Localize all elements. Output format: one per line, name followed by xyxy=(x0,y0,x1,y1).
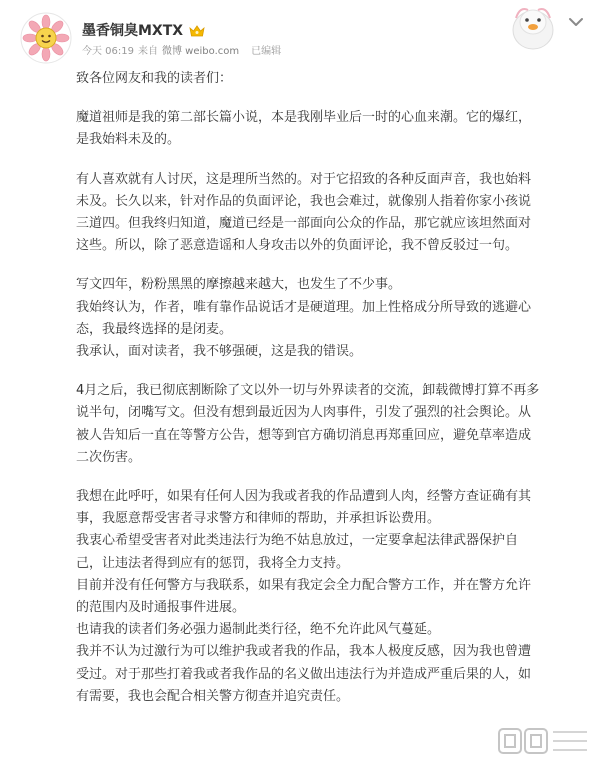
text-line: 写文四年，粉粉黑黑的摩擦越来越大，也发生了不少事。 xyxy=(76,277,402,293)
paragraph-gap xyxy=(76,257,586,274)
text-line: 二次伤害。 xyxy=(76,449,142,465)
paragraph xyxy=(76,68,586,90)
paragraph-gap xyxy=(76,90,586,107)
post-body xyxy=(76,68,586,708)
text-line: 有需要，我也会配合相关警方彻查并追究责任。 xyxy=(76,688,350,704)
text-line: 是我始料未及的。 xyxy=(76,132,181,148)
username-row xyxy=(82,20,205,40)
text-line: 我并不认为过激行为可以维护我或者我的作品，我本人极度反感，因为我也曾遭 xyxy=(76,644,532,660)
avatar[interactable] xyxy=(20,12,72,64)
text-line: 被人告知后一直在等警方公告，想等到官方确切消息再郑重回应，避免草率造成 xyxy=(76,427,532,443)
vip-crown-badge-icon[interactable] xyxy=(189,23,205,37)
sunflower-avatar-icon xyxy=(20,12,72,64)
edited-label[interactable]: 已编辑 xyxy=(251,46,282,57)
text-line: 致各位网友和我的读者们： xyxy=(76,71,233,86)
paragraph xyxy=(76,274,586,363)
paragraph-gap xyxy=(76,469,586,486)
chevron-down-icon xyxy=(566,14,586,30)
text-line: 未及。长久以来，针对作品的负面评论，我也会难过，就像别人指着你家小孩说 xyxy=(76,193,532,209)
paragraph-gap xyxy=(76,152,586,169)
more-menu-button[interactable] xyxy=(566,14,586,30)
text-line: 我想在此呼吁，如果有任何人因为我或者我的作品遭到人肉，经警方查证确有其 xyxy=(76,489,532,505)
watermark-logo xyxy=(496,725,592,757)
username[interactable]: 墨香铜臭MXTX xyxy=(82,23,184,39)
text-line: 三道四。但我终归知道，魔道已经是一部面向公众的作品，那它就应该坦然面对 xyxy=(76,216,532,232)
paragraph xyxy=(76,107,586,151)
text-line: 也请我的读者们务必强力遏制此类行径，绝不允许此风气蔓延。 xyxy=(76,622,441,638)
text-line: 己，让违法者得到应有的惩罚，我将全力支持。 xyxy=(76,555,350,571)
text-line: 这些。所以，除了恶意造谣和人身攻击以外的负面评论，我不曾反驳过一句。 xyxy=(76,238,519,254)
paragraph xyxy=(76,486,586,708)
text-line: 魔道祖师是我的第二部长篇小说，本是我刚毕业后一时的心血来潮。它的爆红， xyxy=(76,110,532,126)
text-line: 的范围内及时通报事件进展。 xyxy=(76,600,246,616)
text-line: 目前并没有任何警方与我联系，如果有我定会全力配合警方工作，并在警方允许 xyxy=(76,577,532,593)
post-time[interactable]: 今天 06:19 xyxy=(82,46,134,57)
text-line: 我承认，面对读者，我不够强硬，这是我的错误。 xyxy=(76,344,363,360)
text-line: 我衷心希望受害者对此类违法行为绝不姑息放过，一定要拿起法律武器保护自 xyxy=(76,533,519,549)
text-line: 态，我最终选择的是闭麦。 xyxy=(76,321,233,337)
duck-sticker-icon xyxy=(506,0,560,50)
source-prefix: 来自 xyxy=(138,46,158,57)
text-line: 有人喜欢就有人讨厌，这是理所当然的。对于它招致的各种反面声音，我也始料 xyxy=(76,171,532,187)
text-line: 我始终认为，作者，唯有靠作品说话才是硬道理。加上性格成分所导致的逃避心 xyxy=(76,299,532,315)
text-line: 受过。对于那些打着我或者我作品的名义做出违法行为并造成严重后果的人，如 xyxy=(76,666,532,682)
post-source[interactable]: 微博 weibo.com xyxy=(162,46,240,57)
post-meta xyxy=(82,42,281,57)
paragraph xyxy=(76,380,586,469)
text-line: 4月之后，我已彻底割断除了文以外一切与外界读者的交流，卸载微博打算不再多 xyxy=(76,383,540,399)
paragraph-gap xyxy=(76,363,586,380)
text-line: 事，我愿意帮受害者寻求警方和律师的帮助，并承担诉讼费用。 xyxy=(76,511,441,527)
text-line: 说半句，闭嘴写文。但没有想到最近因为人肉事件，引发了强烈的社会舆论。从 xyxy=(76,405,532,421)
paragraph xyxy=(76,169,586,258)
